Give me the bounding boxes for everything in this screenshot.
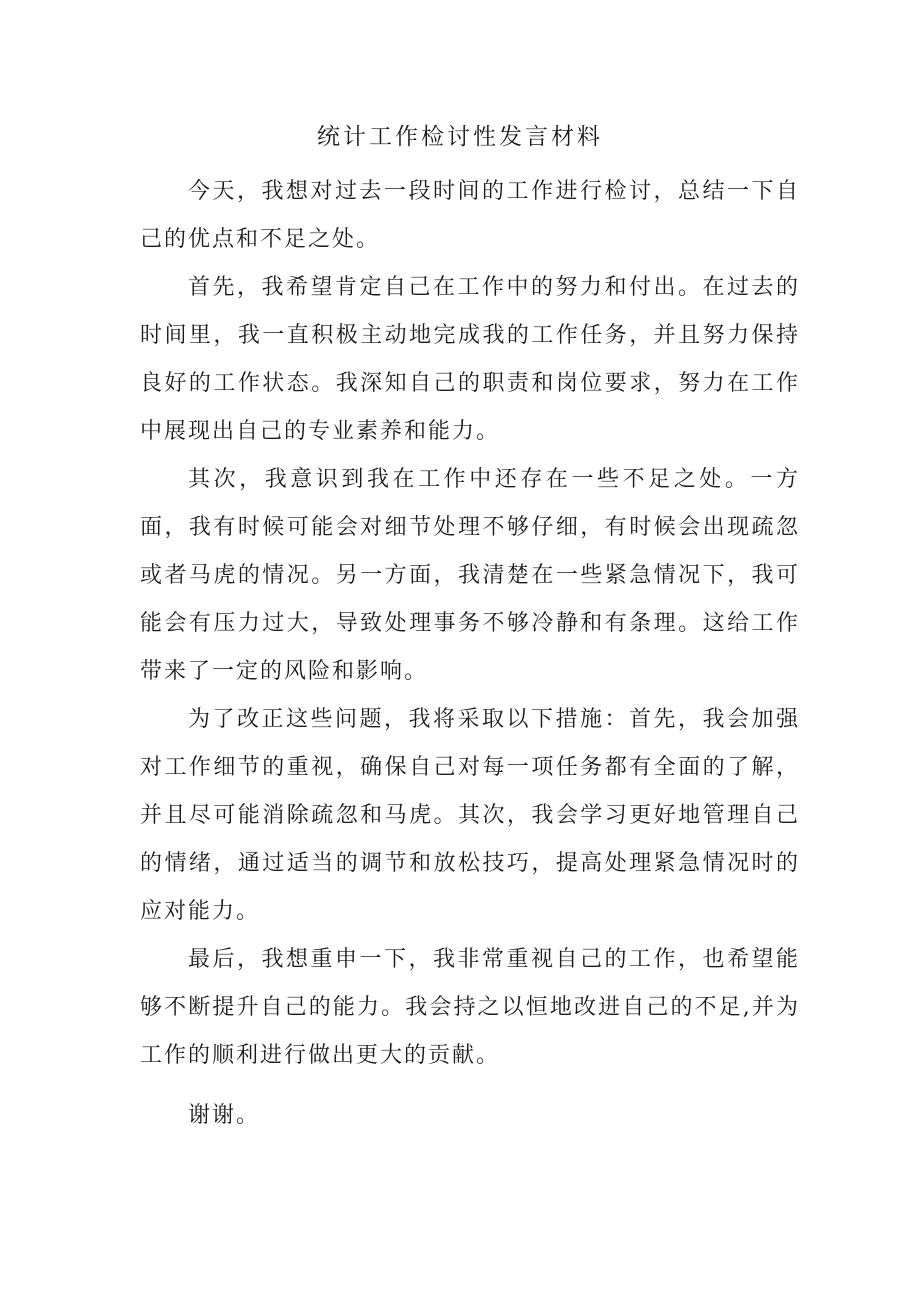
paragraph-conclusion: 最后，我想重申一下，我非常重视自己的工作，也希望能够不断提升自己的能力。我会持之以恒地改进自己的不足,并为工作的顺利进行做出更大的贡献。 — [140, 947, 800, 1068]
paragraph-strengths: 首先，我希望肯定自己在工作中的努力和付出。在过去的时间里，我一直积极主动地完成我的工作任务，并且努力保持良好的工作状态。我深知自己的职责和岗位要求，努力在工作中展现出自己的专业素养和能力。 — [140, 275, 800, 444]
document-title: 统计工作检讨性发言材料 — [317, 124, 603, 150]
paragraph-measures: 为了改正这些问题，我将采取以下措施：首先，我会加强对工作细节的重视，确保自己对每一项任务都有全面的了解，并且尽可能消除疏忽和马虎。其次，我会学习更好地管理自己的情绪，通过适当的调节和放松技巧，提高处理紧急情况时的应对能力。 — [140, 707, 800, 924]
closing-thanks: 谢谢。 — [188, 1103, 261, 1128]
document-body — [140, 168, 800, 1140]
paragraph-intro: 今天，我想对过去一段时间的工作进行检讨，总结一下自己的优点和不足之处。 — [140, 179, 800, 252]
paragraph-weaknesses: 其次，我意识到我在工作中还存在一些不足之处。一方面，我有时候可能会对细节处理不够仔细，有时候会出现疏忽或者马虎的情况。另一方面，我清楚在一些紧急情况下，我可能会有压力过大，导致处理事务不够冷静和有条理。这给工作带来了一定的风险和影响。 — [140, 467, 800, 684]
